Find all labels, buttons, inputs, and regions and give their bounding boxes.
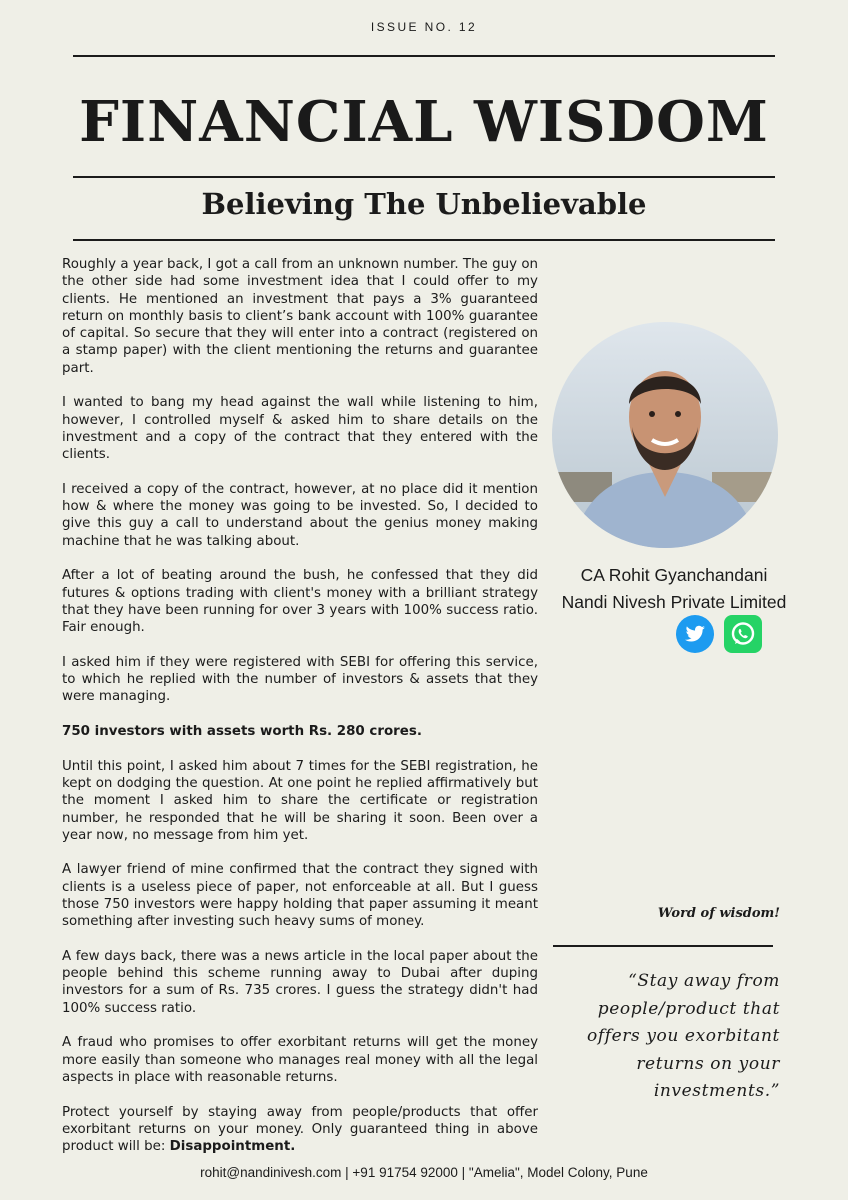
author-name: CA Rohit Gyanchandani — [580, 565, 768, 585]
article-paragraph: A fraud who promises to offer exorbitant returns will get the money more easily than someone who manages real money with all the legal aspects in place with reasonable returns. — [62, 1035, 538, 1085]
quote-line: people/product that — [597, 998, 780, 1019]
article-subtitle: Believing The Unbelievable — [201, 187, 647, 221]
whatsapp-icon — [723, 614, 763, 654]
footer-contact: rohit@nandinivesh.com | +91 91754 92000 | "Amelia", Model Colony, Pune — [200, 1165, 648, 1180]
issue-number: ISSUE NO. 12 — [370, 20, 478, 34]
author-photo — [552, 322, 778, 548]
wisdom-rule — [553, 945, 773, 947]
quote-line: returns on your — [636, 1053, 780, 1074]
whatsapp-link[interactable] — [723, 614, 763, 658]
article-paragraph: I wanted to bang my head against the wall while listening to him, however, I controlled myself & asked him to share details on the investment and a copy of the contract that they entered with the clients. — [62, 395, 538, 463]
article-highlight: 750 investors with assets worth Rs. 280 crores. — [62, 724, 422, 740]
closing-bold: Disappointment. — [169, 1139, 296, 1155]
article-paragraph: After a lot of beating around the bush, he confessed that they did futures & options trading with client's money with a brilliant strategy that they have been running for over 3 years with 100% success ratio. Fair enough. — [62, 568, 538, 636]
author-company: Nandi Nivesh Private Limited — [561, 592, 787, 612]
newsletter-title: FINANCIAL WISDOM — [79, 89, 769, 155]
quote-line: “Stay away from — [628, 971, 780, 991]
article-body — [62, 256, 538, 1173]
article-paragraph: A lawyer friend of mine confirmed that the contract they signed with clients is a useless piece of paper, not enforceable at all. But I guess those 750 investors were happy holding that paper assuming it meant something after investing such heavy sums of money. — [62, 862, 538, 930]
article-paragraph: I asked him if they were registered with SEBI for offering this service, to which he replied with the number of investors & assets that they were managing. — [62, 654, 538, 705]
title-rule — [73, 176, 775, 178]
wisdom-quote — [560, 968, 780, 1106]
article-paragraph: A few days back, there was a news article in the local paper about the people behind this scheme running away to Dubai after duping investors for a sum of Rs. 735 crores. I guess the strategy didn't had 100% success ratio. — [62, 948, 538, 1016]
quote-line: investments.” — [653, 1081, 780, 1101]
word-of-wisdom-label: Word of wisdom! — [657, 906, 780, 921]
article-paragraph: Roughly a year back, I got a call from an unknown number. The guy on the other side had some investment idea that I could offer to my clients. He mentioned an investment that pays a 3% guaranteed return on monthly basis to client’s bank account with 100% guarantee of capital. So secure that they will enter into a contract (registered on a stamp paper) with the client mentioning the returns and guarantee part. — [62, 257, 538, 376]
top-rule — [73, 55, 775, 57]
author-info — [544, 562, 804, 616]
article-paragraph: Until this point, I asked him about 7 times for the SEBI registration, he kept on dodging the question. At one point he replied affirmatively but the moment I asked him to share the certificate or registration number, he responded that he will be sharing it soon. Been over a year now, no message from him yet. — [62, 758, 538, 843]
twitter-link[interactable] — [675, 614, 715, 658]
twitter-icon — [675, 614, 715, 654]
closing-text: Protect yourself by staying away from people/products that offer exorbitant returns on your money. Only guaranteed thing in above product will be: — [62, 1104, 538, 1155]
article-paragraph — [62, 1104, 538, 1156]
article-paragraph: I received a copy of the contract, however, at no place did it mention how & where the money was going to be invested. So, I decided to give this guy a call to understand about the genius money making machine that he was talking about. — [62, 481, 538, 549]
quote-line: offers you exorbitant — [586, 1026, 780, 1046]
subtitle-rule — [73, 239, 775, 241]
